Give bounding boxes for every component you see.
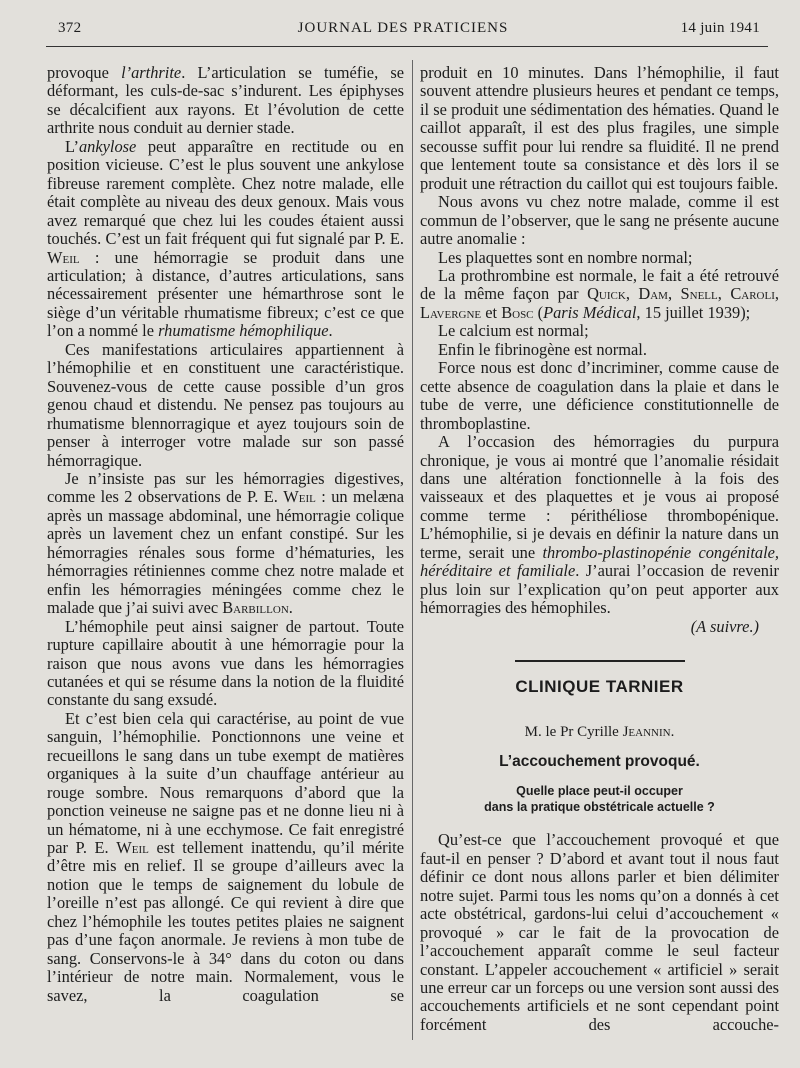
- paragraph: produit en 10 minutes. Dans l’hémophilie, il faut souvent attendre plusieurs heures et pendant ce temps, il se produit une sédimentation des hématies. Quand le caillot apparaît, il est des plus fragiles, une simple secousse suffit pour lui rendre sa fluidité. Il ne prend que lentement toute sa consistance et dès lors il se produit une rétraction du caillot qui est toujours faible.: [420, 63, 779, 193]
- paragraph: Ces manifestations articulaires appartiennent à l’hémophilie et en constituent une caractéristique. Souvenez-vous de cette cause possible d’un gros genou chaud et distendu. Ne pensez pas toujours au rhumatisme blennorragique et ayez toujours soin de penser à interroger votre malade sur son passé hémorragique.: [47, 339, 404, 470]
- paragraph: L’ankylose peut apparaître en rectitude ou en position vicieuse. C’est le plus souvent une ankylose fibreuse rarement complète. Chez notre malade, elle était complète au niveau des deux genoux. Mais vous avez remarqué que chez lui les coudes étaient aussi touchés. C’est un fait fréquent qui fut signalé par P. E. Weil : une hémorragie se produit dans une articulation; à distance, d’autres articulations, sans nécessairement présenter une hémarthrose sont le siège d’un véritable rhumatisme fibreux; c’est ce que l’on a nommé le rhumatisme hémophilique.: [47, 136, 404, 341]
- section-title: CLINIQUE TARNIER: [515, 677, 684, 697]
- paragraph: L’hémophile peut ainsi saigner de partout. Toute rupture capillaire aboutit à une hémorragie pour la raison que nous avons vue dans les hémorragies cutanées et qui se résume dans la notion de la fluidité constante du sang exsudé.: [47, 616, 404, 710]
- paragraph: Le calcium est normal;: [438, 321, 589, 341]
- right-column: [420, 64, 779, 1034]
- paragraph: Enfin le fibrinogène est normal.: [438, 339, 647, 359]
- article-title: L’accouchement provoqué.: [499, 752, 700, 770]
- paragraph: La prothrombine est normale, le fait a été retrouvé de la même façon par Quick, Dam, Snell, Caroli, Lavergne et Bosc (Paris Médical, 15 juillet 1939);: [420, 265, 779, 322]
- paragraph: Je n’insiste pas sur les hémorragies digestives, comme les 2 observations de P. E. Weil : un melæna après un massage abdominal, une hémorragie colique après un lavement chez un enfant constipé. Sur les hémorragies rénales sous forme d’hématuries, les hémorragies rétiniennes comme chez notre malade et enfin les hémorragies méningées comme chez le malade que j’ai suivi avec Barbillon.: [47, 468, 405, 618]
- page-header: [46, 20, 760, 42]
- paragraph: Force nous est donc d’incriminer, comme cause de cette absence de coagulation dans la plaie et dans le tube de verre, une déficience constitutionnelle de thromboplastine.: [420, 358, 779, 433]
- paragraph: provoque l’arthrite. L’articulation se tuméfie, se déformant, les culs-de-sac s’indurent. Les épiphyses se décalcifient aux rayons. Et l’évolution de cette arthrite nous conduit au dernier stade.: [47, 63, 404, 138]
- article-author: M. le Pr Cyrille Jeannin.: [524, 723, 675, 740]
- issue-date: 14 juin 1941: [680, 20, 760, 36]
- paragraph: Qu’est-ce que l’accouchement provoqué et que faut-il en penser ? D’abord et avant tout il nous faut définir ce dont nous allons parler et bien délimiter notre sujet. Parmi tous les noms qu’on a donnés à cet acte obstétrical, gardons-lui celui d’accouchement « provoqué » car le fait de la provocation de l’accouchement apparaît comme le seul facteur constant. L’appeler accouchement « artificiel » serait une erreur car un forceps ou une version sont aussi des accouchements artificiels et ne sont cependant point forcément des accouche-: [420, 830, 779, 1034]
- paragraph: Nous avons vu chez notre malade, comme il est commun de l’observer, que le sang ne présente aucune autre anomalie :: [420, 192, 779, 249]
- section-rule: [515, 660, 685, 662]
- paragraph: Les plaquettes sont en nombre normal;: [438, 247, 693, 267]
- left-column: [47, 64, 404, 1005]
- paragraph: Et c’est bien cela qui caractérise, au point de vue sanguin, l’hémophilie. Ponctionnons une veine et recueillons le sang dans un tube exempt de matières organiques à la suite d’un chauffage antérieur au rouge sombre. Nous remarquons d’abord que la ponction veineuse ne saigne pas et ne donne lieu ni à un hématome, ni à une ecchymose. Ce fait enregistré par P. E. Weil est tellement inattendu, qu’il mérite d’être mis en relief. Il se groupe d’ailleurs avec la notion que le temps de saignement du lobule de l’oreille n’est pas allongé. Ce qui revient à dire que chez l’hémophile les toutes petites plaies ne saignent pas d’une façon anormale. Je reviens à mon tube de sang. Conservons-le à 34° dans du coton ou dans l’intérieur de notre main. Normalement, vous le savez, la coagulation se: [47, 708, 404, 1005]
- article-subtitle: Quelle place peut-il occuper dans la pratique obstétricale actuelle ?: [484, 784, 715, 815]
- journal-title: JOURNAL DES PRATICIENS: [297, 20, 509, 36]
- to-be-continued: (A suivre.): [690, 616, 759, 636]
- paragraph: A l’occasion des hémorragies du purpura chronique, je vous ai montré que l’anomalie résidait dans une altération fonctionnelle à la fois des vaisseaux et des plaquettes et je vous ai proposé comme terme : périthéliose thrombopénique. L’hémophilie, si je devais en définir la nature dans un terme, serait une thrombo-plastinopénie congénitale, héréditaire et familiale. J’aurai l’occasion de revenir plus loin sur l’explication qu’on peut apporter aux hémorragies des hémophiles.: [420, 432, 779, 618]
- column-divider: [412, 60, 413, 1040]
- header-rule: [46, 46, 768, 47]
- page-number: 372: [58, 20, 82, 36]
